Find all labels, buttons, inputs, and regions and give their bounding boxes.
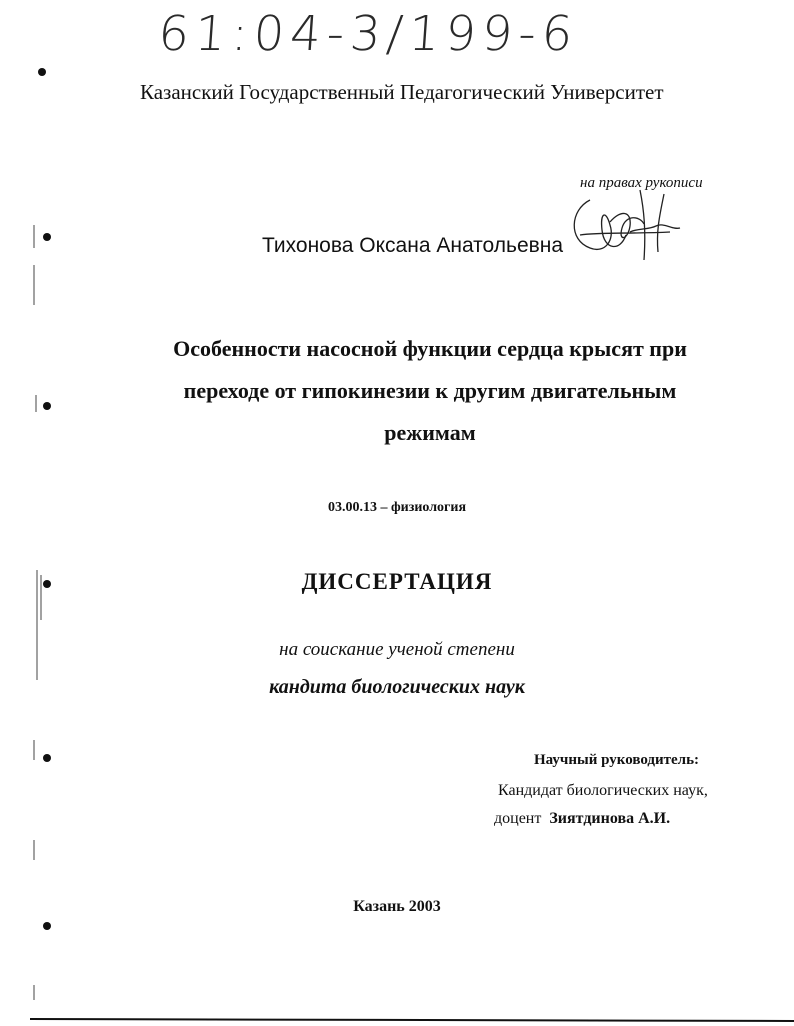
punch-hole-mark <box>43 233 51 241</box>
specialty-code: 03.00.13 – физиология <box>327 500 467 515</box>
punch-hole-mark <box>43 402 51 410</box>
author-name: Тихонова Оксана Анатольевна <box>262 234 564 257</box>
punch-hole-mark <box>43 754 51 762</box>
punch-hole-mark <box>43 580 51 588</box>
punch-hole-mark <box>38 68 46 76</box>
manuscript-note: на правах рукописи <box>580 175 703 191</box>
supervisor-name: Зиятдинова А.И. <box>549 810 671 827</box>
city-year: Казань 2003 <box>353 898 441 915</box>
title-line-3: режимам <box>384 420 476 445</box>
degree-line: на соискание ученой степени <box>279 639 515 660</box>
punch-hole-mark <box>43 922 51 930</box>
degree-field: кандита биологических наук <box>269 676 525 698</box>
title-line-1: Особенности насосной функции сердца крысят при <box>173 336 687 361</box>
university-name: Казанский Государственный Педагогический Университет <box>140 80 664 104</box>
archive-number-handwritten: 61:04-3/199-6 <box>156 6 581 62</box>
title-line-2: переходе от гипокинезии к другим двигательным <box>183 378 677 403</box>
supervisor-label: Научный руководитель: <box>534 752 699 768</box>
document-type: ДИССЕРТАЦИЯ <box>301 569 493 594</box>
supervisor-position: доцент <box>494 810 542 827</box>
supervisor-degree: Кандидат биологических наук, <box>498 782 708 799</box>
